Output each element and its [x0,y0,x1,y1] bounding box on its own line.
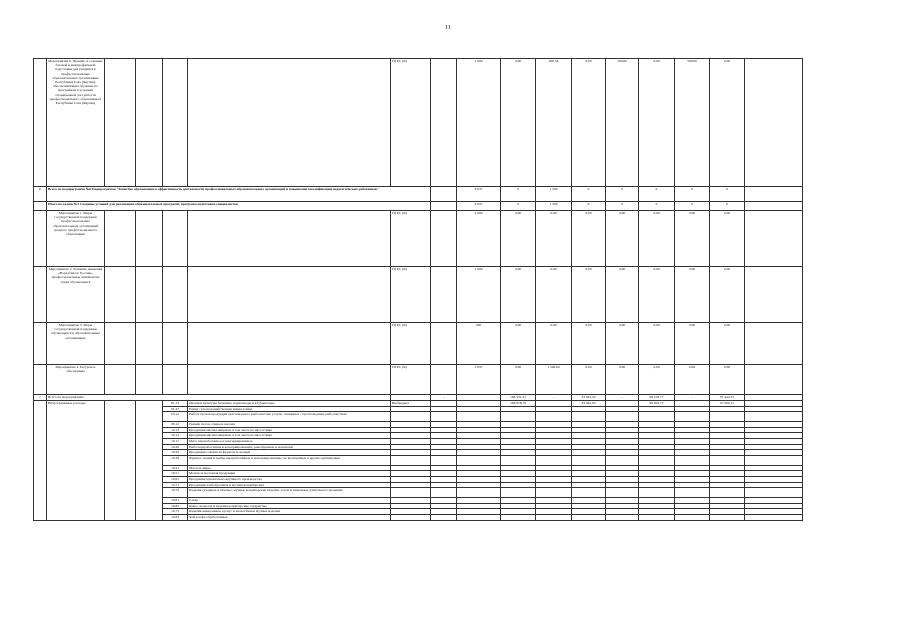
value-cell: 200,34 [536,59,572,187]
product-code: 10.83 [163,514,188,520]
product-code: 01.47 [163,406,188,412]
table-cell [431,455,457,465]
page-number: 11 [445,25,451,31]
table-cell [391,455,431,465]
table-cell [745,59,803,187]
product-name: Изделия сухарные и печенье; мучные кондитерские изделия, торты и пирожные длительного хранения [188,488,391,498]
product-name: Птица сельскохозяйственная живая и яйца [188,406,391,412]
value-cell: 0,00 [639,59,675,187]
table-cell [431,59,457,187]
table-cell [572,455,606,465]
subprogram-title: Всего по подпрограмме №6 Подпрограмма "Качество образования и эффективность деятельности профессиональных образовательных организаций и повышение квалификации педагогических работников" [47,187,431,202]
product-name: Рыба и прочая продукция пресноводного рыболовства; услуги, связанные с пресноводным рыболовством [188,412,391,422]
product-name: Сахар [188,498,391,504]
value-cell: 0,00 [536,323,572,365]
value-cell: 6 037 [457,187,501,202]
value-cell: 1 500 [536,202,572,211]
value-cell: 166 531,21 [501,395,536,401]
activity-row [34,211,803,267]
task-title: Итого по задаче №1 Создание условий для реализации образовательных программ, программ подготовки специалистов [47,202,431,211]
table-cell [457,412,501,422]
value-cell: 500,00 [606,59,639,187]
fund-cell: ГБ РС (Я) [391,323,431,365]
table-cell [501,514,536,520]
table-cell [572,514,606,520]
table-cell [391,488,431,498]
value-cell: 0,00 [639,211,675,267]
value-cell: 0,00 [710,267,745,323]
product-name: Продукция мукомольно-крупяного производства [188,476,391,482]
table-cell [163,211,188,267]
group-name: Непрограммные расходы [47,401,105,521]
table-cell [675,455,710,465]
table-cell [536,514,572,520]
table-cell [606,514,639,520]
activity-row [34,365,803,395]
table-cell [431,202,457,211]
value-cell: 0,00 [710,211,745,267]
table-cell [188,323,391,365]
value-cell: 0,00 [572,323,606,365]
value-cell: 0,00 [501,323,536,365]
activity-name: Мероприятие 1. Меры государственной поддержки профессиональных образовательных организаций среднего профессионального образования [47,211,105,267]
value-cell: 0 [710,187,745,202]
product-code: 10.12 [163,433,188,439]
table-cell [457,488,501,498]
table-cell [188,59,391,187]
product-name: Гравий, песок, глины и каолин [188,422,391,428]
value-cell: 0 [639,187,675,202]
value-cell: 0 [572,187,606,202]
table-cell [501,412,536,422]
value-cell: 0 [606,187,639,202]
value-cell: 96 103,77 [639,395,675,401]
table-cell [572,488,606,498]
table-cell [431,211,457,267]
product-code: 10.82 [163,503,188,509]
table-cell [391,412,431,422]
value-cell: - [675,395,710,401]
table-cell [34,59,47,187]
table-cell [105,267,136,323]
table-cell [536,455,572,465]
table-cell [431,514,457,520]
table-cell [188,267,391,323]
product-code: 10.71 [163,482,188,488]
value-cell: 0,00 [501,59,536,187]
activity-name: Мероприятие 4. Ресурсное обеспечение [47,365,105,395]
table-cell [34,267,47,323]
product-name: Масла и жиры [188,465,391,471]
value-cell: - [606,395,639,401]
table-cell [745,365,803,395]
task-row [34,202,803,211]
table-cell [431,365,457,395]
table-cell [163,267,188,323]
table-cell [188,365,391,395]
table-cell [457,455,501,465]
table-cell [34,365,47,395]
value-cell: 0,00 [710,323,745,365]
product-code: 01.13 [163,401,188,407]
value-cell: 97 000,11 [710,401,745,407]
product-code: 10.32 [163,450,188,456]
table-cell [675,412,710,422]
value-cell: 2 000 [457,211,501,267]
table-cell [639,488,675,498]
value-cell: 0,00 [536,267,572,323]
table-cell [136,267,163,323]
table-cell [163,59,188,187]
value-cell: 0,00 [572,59,606,187]
value-cell: 166 878,78 [501,401,536,407]
value-cell: 200 [457,323,501,365]
value-cell: 6 037 [457,202,501,211]
table-cell [639,455,675,465]
table-cell [136,323,163,365]
value-cell: 0,00 [675,323,710,365]
product-name: Продукция соковая из фруктов и овощей [188,450,391,456]
product-code: 10.41 [163,465,188,471]
value-cell: 0,00 [501,267,536,323]
fund-cell: ГБ РС (Я) [391,59,431,187]
fund-cell: ГБ РС (Я) [391,267,431,323]
table-cell [745,488,803,498]
table-cell [136,365,163,395]
table-cell [710,455,745,465]
row-number: 7 [34,395,47,401]
table-cell [34,202,47,211]
table-cell [105,323,136,365]
table-cell [639,514,675,520]
product-code: 10.11 [163,438,188,444]
table-cell [391,514,431,520]
value-cell: 0,00 [606,323,639,365]
value-cell: - [431,395,457,401]
value-cell: 0,00 [639,323,675,365]
value-cell: 0 [572,202,606,211]
fund-cell: ГБ РС (Я) [391,211,431,267]
value-cell: 0 [501,187,536,202]
table-cell [745,187,803,202]
table-cell [431,412,457,422]
value-cell: 0 [675,202,710,211]
value-cell: 97 444,72 [710,395,745,401]
table-cell [136,211,163,267]
activity-row [34,323,803,365]
product-code: 10.39 [163,455,188,465]
table-cell [710,514,745,520]
table-cell [745,412,803,422]
value-cell: 0,00 [710,365,745,395]
table-cell [606,412,639,422]
table-cell [105,59,136,187]
activity-row [34,267,803,323]
value-cell: 1 500 [536,187,572,202]
table-cell [745,267,803,323]
table-cell [745,455,803,465]
value-cell: 0,00 [639,267,675,323]
table-cell [163,323,188,365]
value-cell: 96 003,77 [639,401,675,407]
product-code: 10.51 [163,471,188,477]
value-cell: 1 000 [457,267,501,323]
fund-cell: Внебюджет [391,401,431,407]
fund-cell: ГБ РС (Я) [391,365,431,395]
table-cell [745,211,803,267]
row-number: 6 [34,187,47,202]
table-cell [105,211,136,267]
product-name: Мясо переработанное и консервированное [188,438,391,444]
value-cell: 0,00 [639,365,675,395]
table-cell [105,365,136,395]
value-cell: 500,00 [675,59,710,187]
value-cell: 0,00 [536,211,572,267]
table-cell [431,323,457,365]
value-cell: 0 [710,202,745,211]
table-cell [188,211,391,267]
value-cell: 0 [606,202,639,211]
table-cell [675,514,710,520]
value-cell: 0 [675,187,710,202]
value-cell: 33 042,50 [572,395,606,401]
value-cell: 0,00 [606,267,639,323]
value-cell: 0,00 [675,365,710,395]
product-code: 10.13 [163,427,188,433]
table-cell [745,202,803,211]
table-cell [34,401,47,521]
table-cell [536,412,572,422]
value-cell: 0,00 [572,365,606,395]
value-cell: 0,00 [675,211,710,267]
product-name: Чай и кофе обработанные [188,514,391,520]
product-name: Продукция хлебобулочная и мучная кондитерская [188,482,391,488]
table-cell [34,211,47,267]
subprogram-row [34,187,803,202]
value-cell: 0,00 [501,211,536,267]
product-code: 03.12 [163,412,188,422]
budget-table [33,58,803,521]
table-cell [501,488,536,498]
total-title: Всего по мероприятиям [47,395,391,401]
table-cell [136,59,163,187]
product-name: Молоко и молочная продукция [188,471,391,477]
product-name: Продукция мясная пищевая, в том числе из мяса птицы [188,433,391,439]
table-cell [457,514,501,520]
value-cell: 0,00 [710,59,745,187]
table-cell [536,488,572,498]
table-cell [501,455,536,465]
table-cell [431,488,457,498]
table-cell [606,455,639,465]
table-cell [34,323,47,365]
product-name: Овощи и культуры бахчевые, корнеплоды и клубнеплоды [188,401,391,407]
table-cell [606,488,639,498]
product-code: 08.12 [163,422,188,428]
product-code: 10.72 [163,488,188,498]
product-code: 10.61 [163,476,188,482]
table-cell [431,187,457,202]
value-cell: 0,00 [606,211,639,267]
product-code: 10.73 [163,509,188,515]
table-cell [431,267,457,323]
value-cell: - [536,395,572,401]
table-cell [745,514,803,520]
value-cell: 0,00 [501,365,536,395]
value-cell: 0 [639,202,675,211]
product-code: 10.81 [163,498,188,504]
value-cell: 1 500,00 [536,365,572,395]
table-cell [572,412,606,422]
activity-name: Мероприятие 2. Развитие движения «Ворлдскиллс Россия», профессиональные чемпионаты среди обучающихся [47,267,105,323]
activity-row [34,59,803,187]
value-cell: 0,00 [572,211,606,267]
product-name: Продукция мясная пищевая, в том числе из мяса птицы [188,427,391,433]
product-name: Какао, шоколад и изделия кондитерские сахаристые [188,503,391,509]
activity-name: Мероприятие 3. Меры государственной поддержки обучающихся в образовательных организациях [47,323,105,365]
product-name: Рыба переработанная и консервированная, ракообразные и моллюски [188,444,391,450]
value-cell: 33 442,93 [572,401,606,407]
table-cell [675,488,710,498]
value-cell: 0,00 [606,365,639,395]
value-cell: 2 837 [457,365,501,395]
value-cell: 0 [501,202,536,211]
table-cell [745,323,803,365]
value-cell: 0,00 [675,267,710,323]
table-cell [136,401,163,521]
product-code: 10.20 [163,444,188,450]
value-cell: 1 000 [457,59,501,187]
table-cell [710,488,745,498]
product-name: Изделия макаронные, кускус и аналогичные мучные изделия [188,509,391,515]
product-name: Фрукты, овощи и грибы переработанные и консервированные, не включенные в другие группировки [188,455,391,465]
table-cell [105,401,136,521]
table-cell [710,412,745,422]
value-cell: 0,00 [572,267,606,323]
table-cell [163,365,188,395]
activity-name: Мероприятие 6. Премии за освоение базовой и межпрофильной подготовки для учащихся в профессиональных образовательных организациях Республики Саха (Якутия), обеспечивающих обучение по программам в условиях ограниченной доступности профессионального образования в Республике Саха (Якутия) [47,59,105,187]
table-cell [639,412,675,422]
